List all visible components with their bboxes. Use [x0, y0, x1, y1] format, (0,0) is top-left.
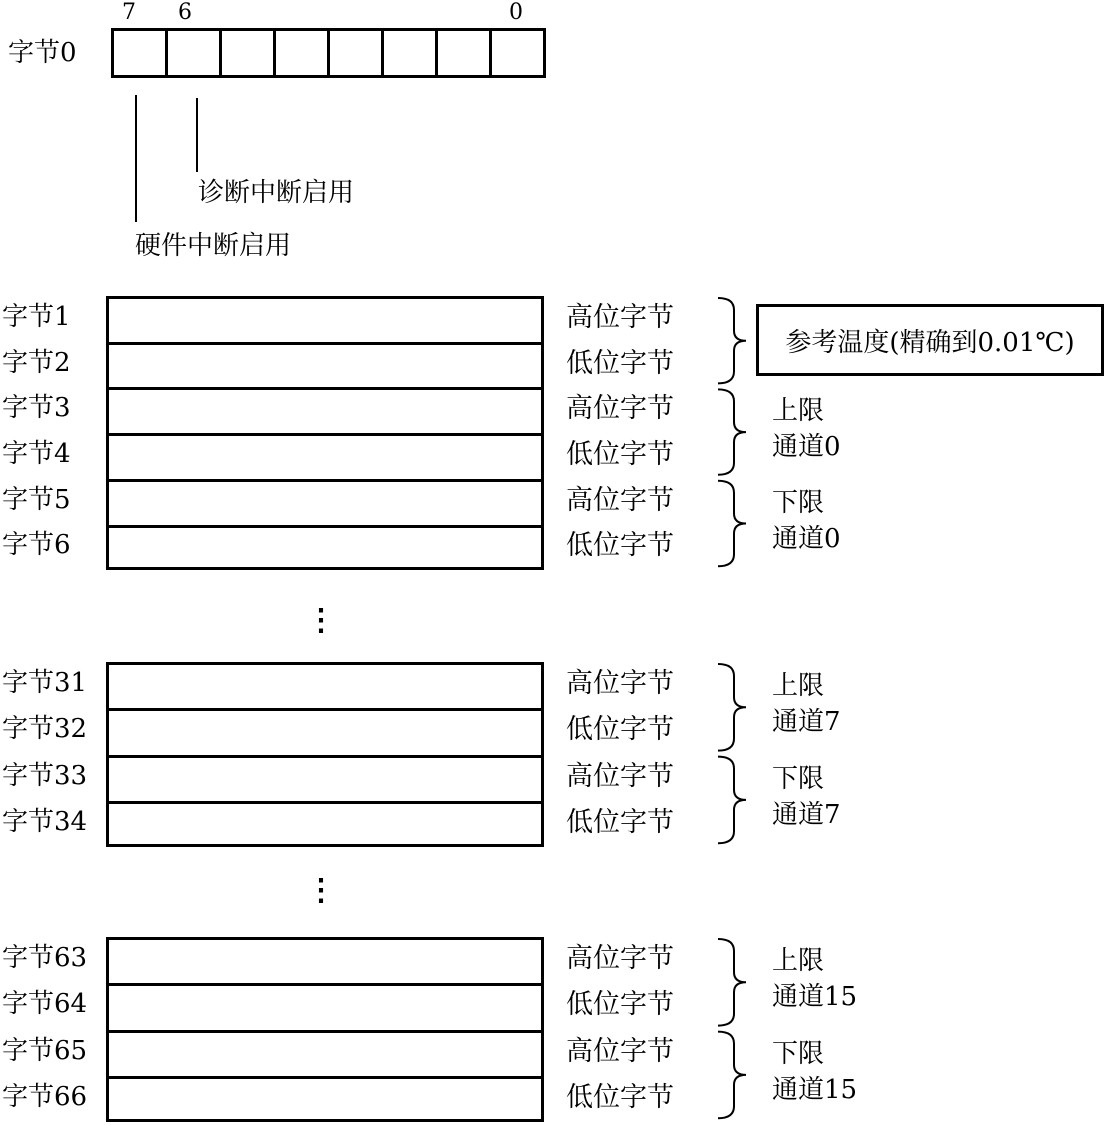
channel-label: 通道0	[772, 432, 841, 463]
byte-label: 字节3	[2, 393, 71, 424]
byte-part-label: 低位字节	[566, 807, 674, 839]
byte-part-label: 高位字节	[566, 484, 674, 516]
bit7-number: 7	[122, 0, 136, 25]
byte-part-label: 低位字节	[566, 1082, 674, 1114]
ellipsis-2: ⋮	[306, 873, 336, 908]
limit-label: 上限	[772, 946, 825, 977]
group-brace	[718, 481, 746, 566]
reference-brace	[718, 298, 746, 383]
limit-label: 下限	[772, 487, 825, 518]
byte-part-label: 高位字节	[566, 668, 674, 700]
byte-part-label: 高位字节	[566, 760, 674, 792]
byte-label: 字节31	[2, 668, 88, 699]
group-brace	[718, 389, 746, 474]
group-brace	[718, 1032, 746, 1119]
hardware-interrupt-label: 硬件中断启用	[135, 231, 292, 261]
byte-label: 字节64	[2, 989, 88, 1020]
byte0-label: 字节0	[8, 38, 77, 68]
diagnostic-interrupt-label: 诊断中断启用	[198, 178, 355, 208]
byte-label: 字节33	[2, 760, 88, 791]
byte-part-label: 高位字节	[566, 1035, 674, 1067]
byte-part-label: 高位字节	[566, 943, 674, 975]
byte-label: 字节4	[2, 438, 71, 469]
byte-label: 字节66	[2, 1082, 88, 1113]
channel-label: 通道7	[772, 707, 841, 738]
byte-label: 字节5	[2, 484, 71, 515]
limit-label: 上限	[772, 671, 825, 702]
byte-label: 字节65	[2, 1035, 88, 1066]
group-brace	[718, 664, 746, 751]
byte-part-label: 低位字节	[566, 347, 674, 379]
byte-part-label: 低位字节	[566, 530, 674, 562]
limit-label: 下限	[772, 1038, 825, 1069]
byte-label: 字节2	[2, 347, 71, 378]
byte-part-label: 高位字节	[566, 301, 674, 333]
byte-label: 字节32	[2, 714, 88, 745]
byte-label: 字节1	[2, 301, 71, 332]
byte-label: 字节6	[2, 530, 71, 561]
ellipsis-1: ⋮	[306, 603, 336, 638]
bit0-number: 0	[509, 0, 523, 25]
byte-part-label: 低位字节	[566, 714, 674, 746]
byte-label: 字节34	[2, 807, 88, 838]
limit-label: 上限	[772, 396, 825, 427]
channel-label: 通道7	[772, 799, 841, 830]
byte-label: 字节63	[2, 943, 88, 974]
group-brace	[718, 939, 746, 1026]
byte-part-label: 高位字节	[566, 393, 674, 425]
bit6-number: 6	[178, 0, 192, 25]
channel-label: 通道0	[772, 523, 841, 554]
byte-part-label: 低位字节	[566, 989, 674, 1021]
group-brace	[718, 757, 746, 844]
channel-label: 通道15	[772, 1074, 858, 1105]
byte-part-label: 低位字节	[566, 438, 674, 470]
reference-temperature-label: 参考温度(精确到0.01℃)	[785, 327, 1075, 358]
limit-label: 下限	[772, 763, 825, 794]
channel-label: 通道15	[772, 982, 858, 1013]
